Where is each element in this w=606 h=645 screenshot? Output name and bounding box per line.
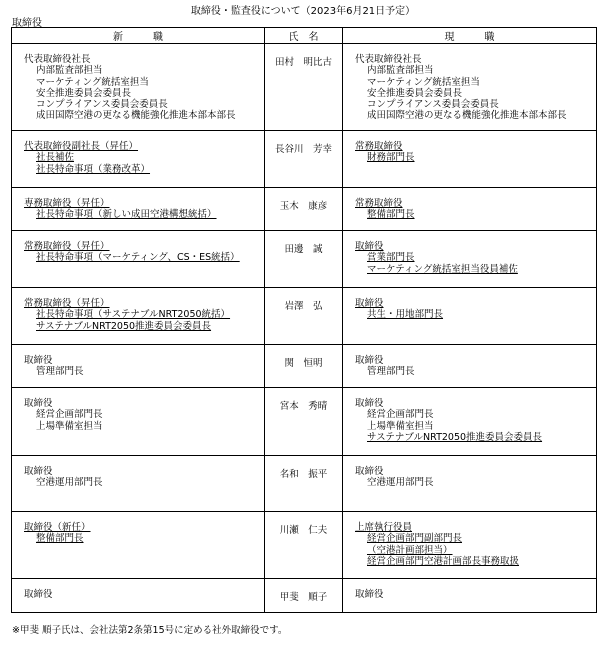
- position-line: 社長特命事項（新しい成田空港構想統括）: [36, 209, 217, 221]
- person-name: 甲斐 順子: [265, 579, 343, 613]
- table-row: [12, 345, 597, 388]
- position-line: 取締役: [24, 398, 53, 409]
- new-position-cell: [12, 44, 265, 131]
- person-name: 田邊 誠: [265, 231, 343, 288]
- current-position-cell: [343, 345, 597, 388]
- table-row: [12, 579, 597, 613]
- position-line: 上席執行役員: [355, 522, 413, 533]
- new-position-cell: [12, 456, 265, 512]
- person-name: 玉木 康彦: [265, 188, 343, 231]
- new-position-cell: [12, 388, 265, 456]
- position-line: 取締役: [355, 466, 384, 477]
- table-row: [12, 231, 597, 288]
- current-position-cell: [343, 44, 597, 131]
- position-line: 共生・用地部門長: [367, 309, 444, 321]
- position-line: 取締役: [355, 398, 384, 409]
- position-line: 専務取締役（昇任）: [24, 198, 110, 209]
- position-line: マーケティング統括室担当: [367, 76, 480, 88]
- header-new-position: 新 職: [12, 28, 265, 44]
- position-line: 営業部門長: [367, 252, 415, 264]
- position-line: 成田国際空港の更なる機能強化推進本部本部長: [36, 110, 236, 122]
- table-row: [12, 388, 597, 456]
- position-line: 管理部門長: [367, 366, 415, 378]
- position-line: 内部監査部担当: [36, 65, 103, 77]
- position-line: 財務部門長: [367, 152, 415, 164]
- current-position-cell: [343, 131, 597, 188]
- position-line: 安全推進委員会委員長: [36, 87, 132, 99]
- position-line: 上場準備室担当: [36, 420, 103, 432]
- position-line: 取締役: [24, 466, 53, 477]
- new-position-cell: [12, 579, 265, 613]
- table-row: [12, 131, 597, 188]
- position-line: 成田国際空港の更なる機能強化推進本部本部長: [367, 110, 567, 122]
- current-position-cell: [343, 512, 597, 579]
- position-line: （空港計画部担当）: [367, 544, 453, 556]
- position-line: 上場準備室担当: [367, 420, 434, 432]
- current-position-cell: [343, 288, 597, 345]
- position-line: マーケティング統括室担当役員補佐: [367, 263, 518, 275]
- document-title: 取締役・監査役について（2023年6月21日予定）: [190, 6, 416, 17]
- footnote: ※甲斐 順子氏は、会社法第2条第15号に定める社外取締役です。: [12, 625, 288, 636]
- header-current-position: 現 職: [343, 28, 597, 44]
- position-line: サステナブルNRT2050推進委員会委員長: [367, 431, 543, 443]
- person-name: 名和 振平: [265, 456, 343, 512]
- table-row: [12, 44, 597, 131]
- position-line: 空港運用部門長: [367, 477, 434, 489]
- table-row: [12, 512, 597, 579]
- position-line: 取締役: [24, 355, 53, 366]
- table-row: [12, 188, 597, 231]
- header-name: 氏 名: [265, 28, 343, 44]
- table-row: [12, 456, 597, 512]
- position-line: 整備部門長: [367, 209, 415, 221]
- position-line: 常務取締役（昇任）: [24, 241, 110, 252]
- position-line: 取締役: [355, 298, 384, 309]
- person-name: 川瀬 仁夫: [265, 512, 343, 579]
- position-line: 常務取締役（昇任）: [24, 298, 110, 309]
- new-position-cell: [12, 512, 265, 579]
- position-line: 社長特命事項（マーケティング、CS・ES統括）: [36, 252, 240, 264]
- directors-table: [11, 27, 597, 613]
- new-position-cell: [12, 288, 265, 345]
- position-line: 整備部門長: [36, 533, 84, 545]
- position-line: 内部監査部担当: [367, 65, 434, 77]
- position-line: 経営企画部門長: [36, 409, 103, 421]
- position-line: コンプライアンス委員会委員長: [367, 99, 499, 111]
- position-line: 社長補佐: [36, 152, 75, 164]
- new-position-cell: [12, 345, 265, 388]
- current-position-cell: [343, 388, 597, 456]
- current-position-cell: [343, 456, 597, 512]
- position-line: 取締役: [355, 355, 384, 366]
- current-position-cell: [343, 579, 597, 613]
- position-line: 取締役（新任）: [24, 522, 91, 533]
- position-line: 社長特命事項（業務改革）: [36, 163, 151, 175]
- position-line: 代表取締役副社長（昇任）: [24, 141, 139, 152]
- position-line: コンプライアンス委員会委員長: [36, 99, 168, 111]
- position-line: 経営企画部門長: [367, 409, 434, 421]
- person-name: 田村 明比古: [265, 44, 343, 131]
- table-row: [12, 288, 597, 345]
- person-name: 宮本 秀晴: [265, 388, 343, 456]
- current-position-cell: [343, 188, 597, 231]
- new-position-cell: [12, 231, 265, 288]
- position-line: 社長特命事項（サステナブルNRT2050統括）: [36, 309, 231, 321]
- position-line: 取締役: [24, 589, 53, 600]
- position-line: 取締役: [355, 589, 384, 600]
- position-line: 空港運用部門長: [36, 477, 103, 489]
- new-position-cell: [12, 188, 265, 231]
- position-line: 管理部門長: [36, 366, 84, 378]
- position-line: 常務取締役: [355, 198, 403, 209]
- person-name: 関 恒明: [265, 345, 343, 388]
- position-line: マーケティング統括室担当: [36, 76, 149, 88]
- position-line: 代表取締役社長: [24, 54, 91, 65]
- position-line: 経営企画部門副部門長: [367, 533, 463, 545]
- person-name: 長谷川 芳幸: [265, 131, 343, 188]
- position-line: 代表取締役社長: [355, 54, 422, 65]
- table-header-row: [12, 28, 597, 44]
- current-position-cell: [343, 231, 597, 288]
- position-line: サステナブルNRT2050推進委員会委員長: [36, 320, 212, 332]
- position-line: 経営企画部門空港計画部長事務取扱: [367, 555, 520, 567]
- new-position-cell: [12, 131, 265, 188]
- section-label: 取締役: [12, 18, 42, 29]
- person-name: 岩澤 弘: [265, 288, 343, 345]
- position-line: 常務取締役: [355, 141, 403, 152]
- position-line: 安全推進委員会委員長: [367, 87, 463, 99]
- position-line: 取締役: [355, 241, 384, 252]
